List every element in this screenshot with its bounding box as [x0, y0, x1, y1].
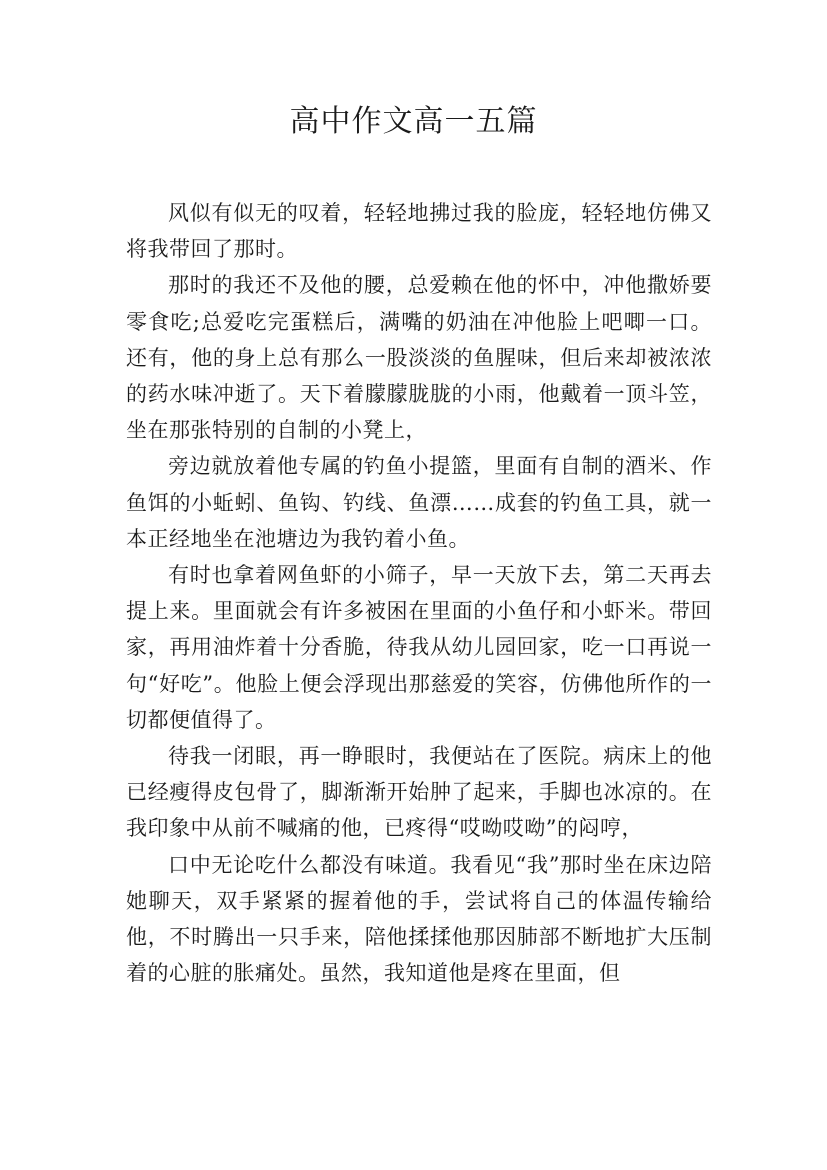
paragraph-5: 待我一闭眼，再一睁眼时，我便站在了医院。病床上的他已经瘦得皮包骨了，脚渐渐开始肿了起来，手脚也冰凉的。在我印象中从前不喊痛的他，已疼得“哎呦哎呦”的闷哼，	[126, 744, 712, 841]
paragraph-4: 有时也拿着网鱼虾的小筛子，早一天放下去，第二天再去提上来。里面就会有许多被困在里面的小鱼仔和小虾米。带回家，再用油炸着十分香脆，待我从幼儿园回家，吃一口再说一句“好吃”。他脸上便会浮现出那慈爱的笑容，仿佛他所作的一切都便值得了。	[126, 563, 712, 732]
document-title: 高中作文高一五篇	[289, 104, 538, 139]
paragraph-3: 旁边就放着他专属的钓鱼小提篮，里面有自制的酒米、作鱼饵的小蚯蚓、鱼钩、钓线、鱼漂……成套的钓鱼工具，就一本正经地坐在池塘边为我钓着小鱼。	[126, 454, 712, 551]
paragraph-6: 口中无论吃什么都没有味道。我看见“我”那时坐在床边陪她聊天，双手紧紧的握着他的手，尝试将自己的体温传输给他，不时腾出一只手来，陪他揉揉他那因肺部不断地扩大压制着的心脏的胀痛处。虽然，我知道他是疼在里面，但	[126, 852, 712, 986]
document-body	[126, 195, 712, 991]
paragraph-2: 那时的我还不及他的腰，总爱赖在他的怀中，冲他撒娇要零食吃;总爱吃完蛋糕后，满嘴的奶油在冲他脸上吧唧一口。还有，他的身上总有那么一股淡淡的鱼腥味，但后来却被浓浓的药水味冲逝了。天下着朦朦胧胧的小雨，他戴着一顶斗笠，坐在那张特别的自制的小凳上，	[126, 273, 712, 443]
paragraph-1: 风似有似无的叹着，轻轻地拂过我的脸庞，轻轻地仿佛又将我带回了那时。	[126, 201, 712, 262]
